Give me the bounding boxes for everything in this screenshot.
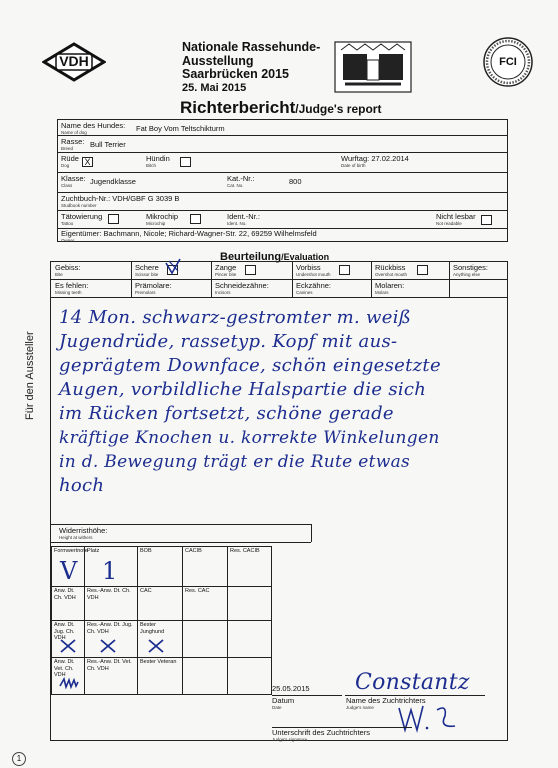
handwritten-evaluation: 14 Mon. schwarz-gestromter m. weiß Jugendrüde, rassetyp. Kopf mit aus- geprägtem Downface, schön eingesetzte Augen, vorbildliche Halspartie die sich im Rücken fortsetzt, schöne gerade kräftige Knochen u. korrekte Winkelungen in d. Bewegung trägt er die Rute etwas hoch [59,307,441,496]
page-number: 1 [12,752,26,766]
owner-value: Bachmann, Nicole; Richard-Wagner-Str. 22, 69259 Wilhelmsfeld [103,229,317,238]
overshot-field: Rückbiss Overshot mouth [375,263,408,277]
height-field: Widerristhöhe: Height at withers [59,526,108,540]
grid-cell: Anw. Dt. Jug. Ch. VDH [52,621,85,658]
female-field: Hündin Bitch [146,154,170,168]
evaluation-heading: Beurteilung/Evaluation [220,251,330,263]
grid-cell: CACIB [183,547,228,587]
grid-cell: Res. CACIB [228,547,272,587]
breed-value: Bull Terrier [90,140,126,149]
report-title: Richterbericht/Judge's report [180,98,382,117]
grid-cell: CAC [138,587,183,621]
undershot-field: Vorbiss Undershot mouth [296,263,331,277]
tattoo-checkbox[interactable] [108,214,119,224]
male-checkbox[interactable]: X [82,157,93,167]
signature-date-value: 25.05.2015 [272,684,310,693]
female-checkbox[interactable] [180,157,191,167]
grid-cell [228,621,272,658]
judge-signature [395,702,465,734]
overshot-checkbox[interactable] [417,265,428,275]
grid-cell: Formwertnote [52,547,85,587]
grid-cell: Res.-Anw. Dt. Ch. VDH [85,587,138,621]
catno-field: Kat.-Nr.: Cat. No. [227,174,255,188]
cross-mark-junghund [146,637,166,655]
other-field: Sonstiges: Anything else [453,263,489,277]
chip-checkbox[interactable] [190,214,201,224]
grid-cell: Res.-Anw. Dt. Jug. Ch. VDH [85,621,138,658]
grade-mark: V [60,557,78,585]
signature-date-label: Datum Date [272,696,295,710]
scribble-mark-vet [58,676,80,690]
bite-label: Gebiss: Bite [55,263,81,277]
judge-name-handwritten: Constantz [355,670,470,695]
side-label: Für den Aussteller [24,331,36,420]
scissor-bite-field: Schere Scissor bite [135,263,159,277]
grid-cell: Bester Veteran [138,658,183,695]
undershot-checkbox[interactable] [339,265,350,275]
molars-field: Molaren: Molars [375,281,405,295]
grid-cell: Platz [85,547,138,587]
tattoo-field: Tätowierung Tattoo [61,212,103,226]
grading-grid [51,546,272,695]
grid-cell [183,658,228,695]
dob-value: 27.02.2014 [371,154,409,163]
dog-name-field: Name des Hundes: Name of dog [61,121,126,135]
premolars-field: Prämolare: Premolars [135,281,172,295]
pincer-bite-field: Zange Pincer bite [215,263,237,277]
chip-field: Mikrochip Microchip [146,212,179,226]
class-field: Klasse: Class [61,174,86,188]
unreadable-checkbox[interactable] [481,215,492,225]
grid-cell [228,658,272,695]
grid-cell [183,621,228,658]
owner-field: Eigentümer: Bachmann, Nicole; Richard-Wagner-Str. 22, 69259 Wilhelmsfeld Owner [61,229,317,243]
event-title: Nationale Rassehunde- Ausstellung Saarbrücken 2015 25. Mai 2015 [182,40,321,94]
missing-teeth-label: Es fehlen: Missing teeth [55,281,89,295]
studbook-field: Zuchtbuch-Nr.: VDH/GBF G 3039 B Studbook number [61,194,180,208]
male-field: Rüde Dog [61,154,79,168]
judge-signature-label: Unterschrift des Zuchtrichters Judge's signature [272,728,370,742]
dog-data-table [57,119,508,242]
fci-logo: FCI [482,36,534,88]
grid-cell: Anw. Dt. Vet. Ch. VDH [52,658,85,695]
canines-field: Eckzähne: Canines [296,281,332,295]
judge-name-label: Name des Zuchtrichters Judge's name [346,696,426,710]
cross-mark-jug-res [98,637,118,655]
grid-cell: Res.-Anw. Dt. Vet. Ch. VDH [85,658,138,695]
studbook-value: VDH/GBF G 3039 B [112,194,180,203]
breed-field: Rasse: Breed [61,137,85,151]
grid-cell: Res. CAC [183,587,228,621]
dob-field: Wurftag: 27.02.2014 Date of birth [341,154,409,168]
pincer-bite-checkbox[interactable] [245,265,256,275]
event-emblem [333,40,413,96]
dog-name-value: Fat Boy Vom Teltschikturm [136,124,225,133]
cross-mark-jug [58,637,78,655]
grid-cell [228,587,272,621]
vdh-logo: VDH [42,42,106,82]
class-value: Jugendklasse [90,177,136,186]
ident-field: Ident.-Nr.: Ident. No. [227,212,260,226]
grid-cell: BOB [138,547,183,587]
catno-value: 800 [289,177,302,186]
grid-cell: Anw. Dt. Ch. VDH [52,587,85,621]
grid-cell: Bester Junghund [138,621,183,658]
incisors-field: Schneidezähne: Incisors [215,281,269,295]
checkmark-scissor [163,257,183,277]
place-mark: 1 [102,557,118,585]
unreadable-field: Nicht lesbar Not readable [436,212,476,226]
